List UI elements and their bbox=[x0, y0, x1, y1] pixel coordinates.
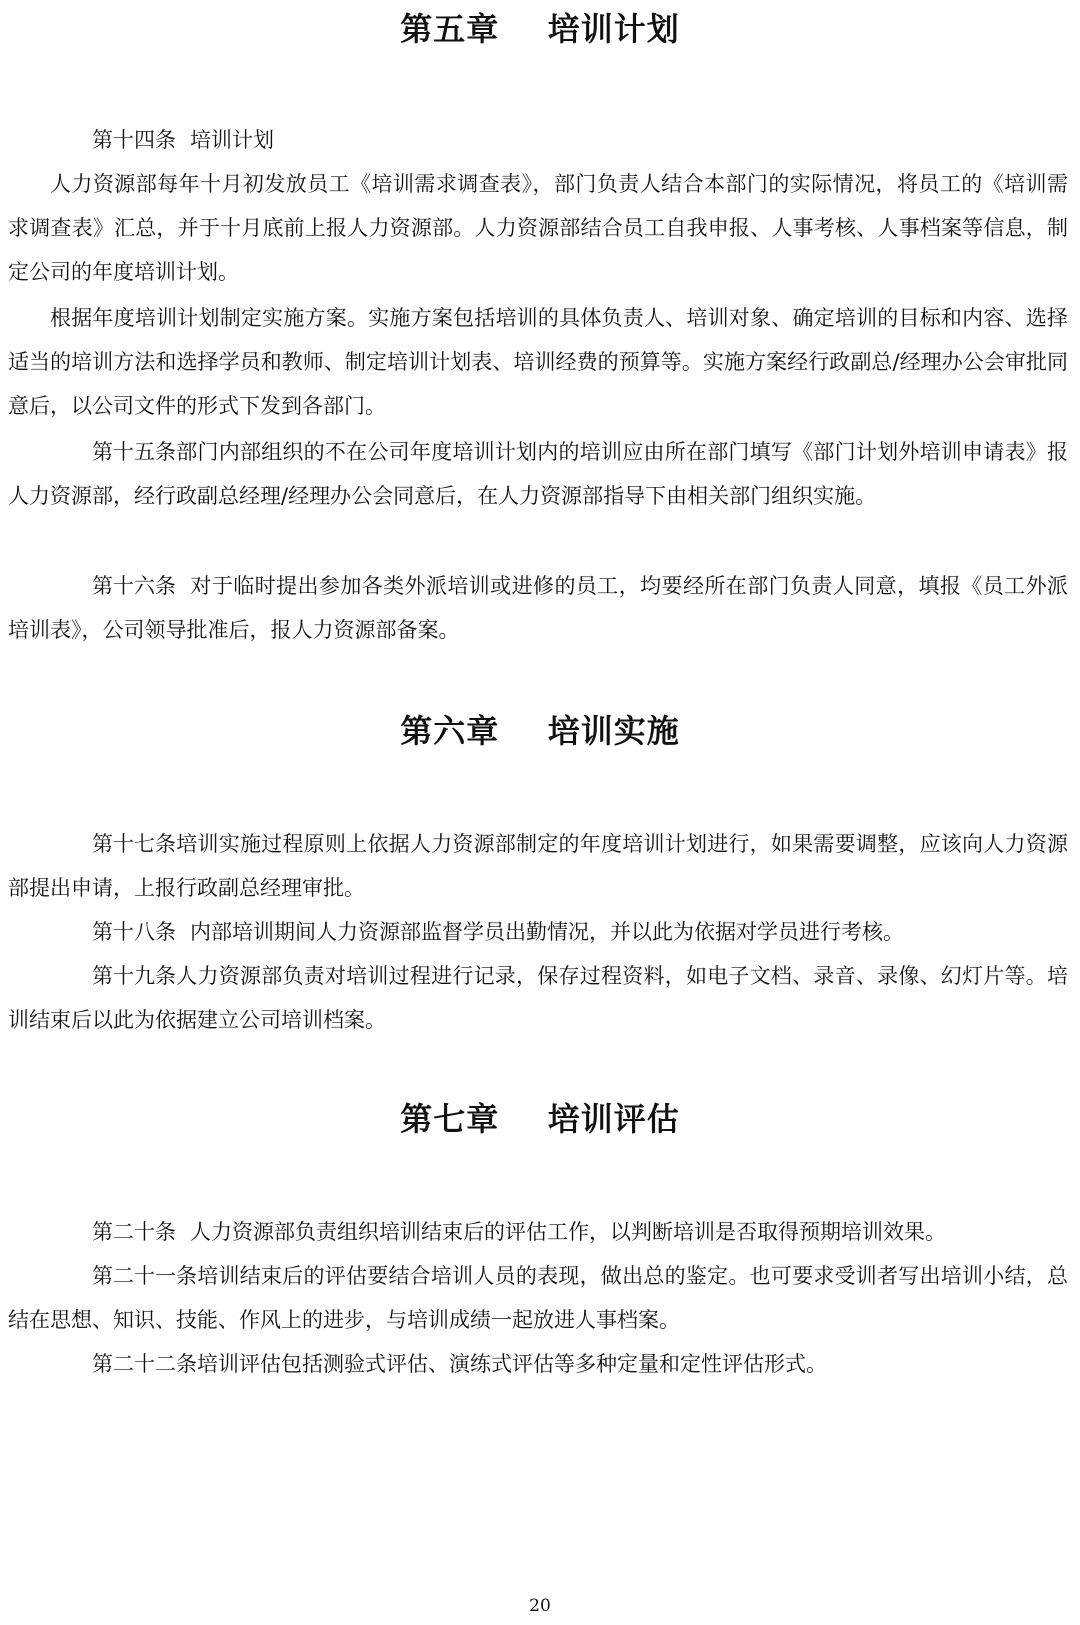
article-text: 部门内部组织的不在公司年度培训计划内的培训应由所在部门填写《部门计划外培训申请表》报人力资源部，经行政副总经理/经理办公会同意后，在人力资源部指导下由相关部门组织实施。 bbox=[8, 440, 1068, 508]
article-text: 培训结束后的评估要结合培训人员的表现，做出总的鉴定。也可要求受训者写出培训小结，总结在思想、知识、技能、作风上的进步，与培训成绩一起放进人事档案。 bbox=[8, 1264, 1068, 1332]
article-paragraph bbox=[8, 564, 1068, 652]
chapter-title: 第七章 培训评估 bbox=[400, 1100, 680, 1138]
article-text: 培训实施过程原则上依据人力资源部制定的年度培训计划进行，如果需要调整，应该向人力资源部提出申请，上报行政副总经理审批。 bbox=[8, 832, 1068, 900]
article-paragraph bbox=[8, 162, 1068, 294]
article-paragraph bbox=[8, 910, 1068, 954]
article-text: 对于临时提出参加各类外派培训或进修的员工，均要经所在部门负责人同意，填报《员工外派培训表》，公司领导批准后，报人力资源部备案。 bbox=[8, 574, 1068, 642]
article-paragraph bbox=[8, 822, 1068, 910]
article-text: 培训计划 bbox=[190, 128, 274, 152]
article-number: 第十九条 bbox=[92, 964, 176, 988]
article-text: 人力资源部每年十月初发放员工《培训需求调查表》，部门负责人结合本部门的实际情况，将员工的《培训需求调查表》汇总，并于十月底前上报人力资源部。人力资源部结合员工自我申报、人事考核、人事档案等信息，制定公司的年度培训计划。 bbox=[8, 172, 1068, 284]
article-number: 第二十条 bbox=[92, 1220, 176, 1244]
article-number: 第十八条 bbox=[92, 920, 176, 944]
article-number: 第二十二条 bbox=[92, 1352, 197, 1376]
article-text: 培训评估包括测验式评估、演练式评估等多种定量和定性评估形式。 bbox=[197, 1352, 827, 1376]
article-paragraph bbox=[8, 118, 1068, 162]
article-paragraph bbox=[8, 1342, 1068, 1386]
page-number: 20 bbox=[529, 1596, 551, 1616]
article-number: 第十五条 bbox=[92, 440, 176, 464]
article-number: 第十七条 bbox=[92, 832, 176, 856]
article-number: 第十六条 bbox=[92, 574, 176, 598]
article-paragraph bbox=[8, 954, 1068, 1042]
article-paragraph bbox=[8, 1210, 1068, 1254]
article-text: 根据年度培训计划制定实施方案。实施方案包括培训的具体负责人、培训对象、确定培训的目标和内容、选择适当的培训方法和选择学员和教师、制定培训计划表、培训经费的预算等。实施方案经行政副总/经理办公会审批同意后，以公司文件的形式下发到各部门。 bbox=[8, 306, 1068, 418]
article-text: 人力资源部负责对培训过程进行记录，保存过程资料，如电子文档、录音、录像、幻灯片等。培训结束后以此为依据建立公司培训档案。 bbox=[8, 964, 1068, 1032]
article-paragraph bbox=[8, 1254, 1068, 1342]
article-paragraph bbox=[8, 430, 1068, 518]
chapter-title: 第六章 培训实施 bbox=[400, 712, 680, 750]
article-text: 人力资源部负责组织培训结束后的评估工作，以判断培训是否取得预期培训效果。 bbox=[190, 1220, 946, 1244]
article-text: 内部培训期间人力资源部监督学员出勤情况，并以此为依据对学员进行考核。 bbox=[190, 920, 904, 944]
article-number: 第二十一条 bbox=[92, 1264, 197, 1288]
article-paragraph bbox=[8, 296, 1068, 428]
chapter-title: 第五章 培训计划 bbox=[400, 10, 680, 48]
article-number: 第十四条 bbox=[92, 128, 176, 152]
